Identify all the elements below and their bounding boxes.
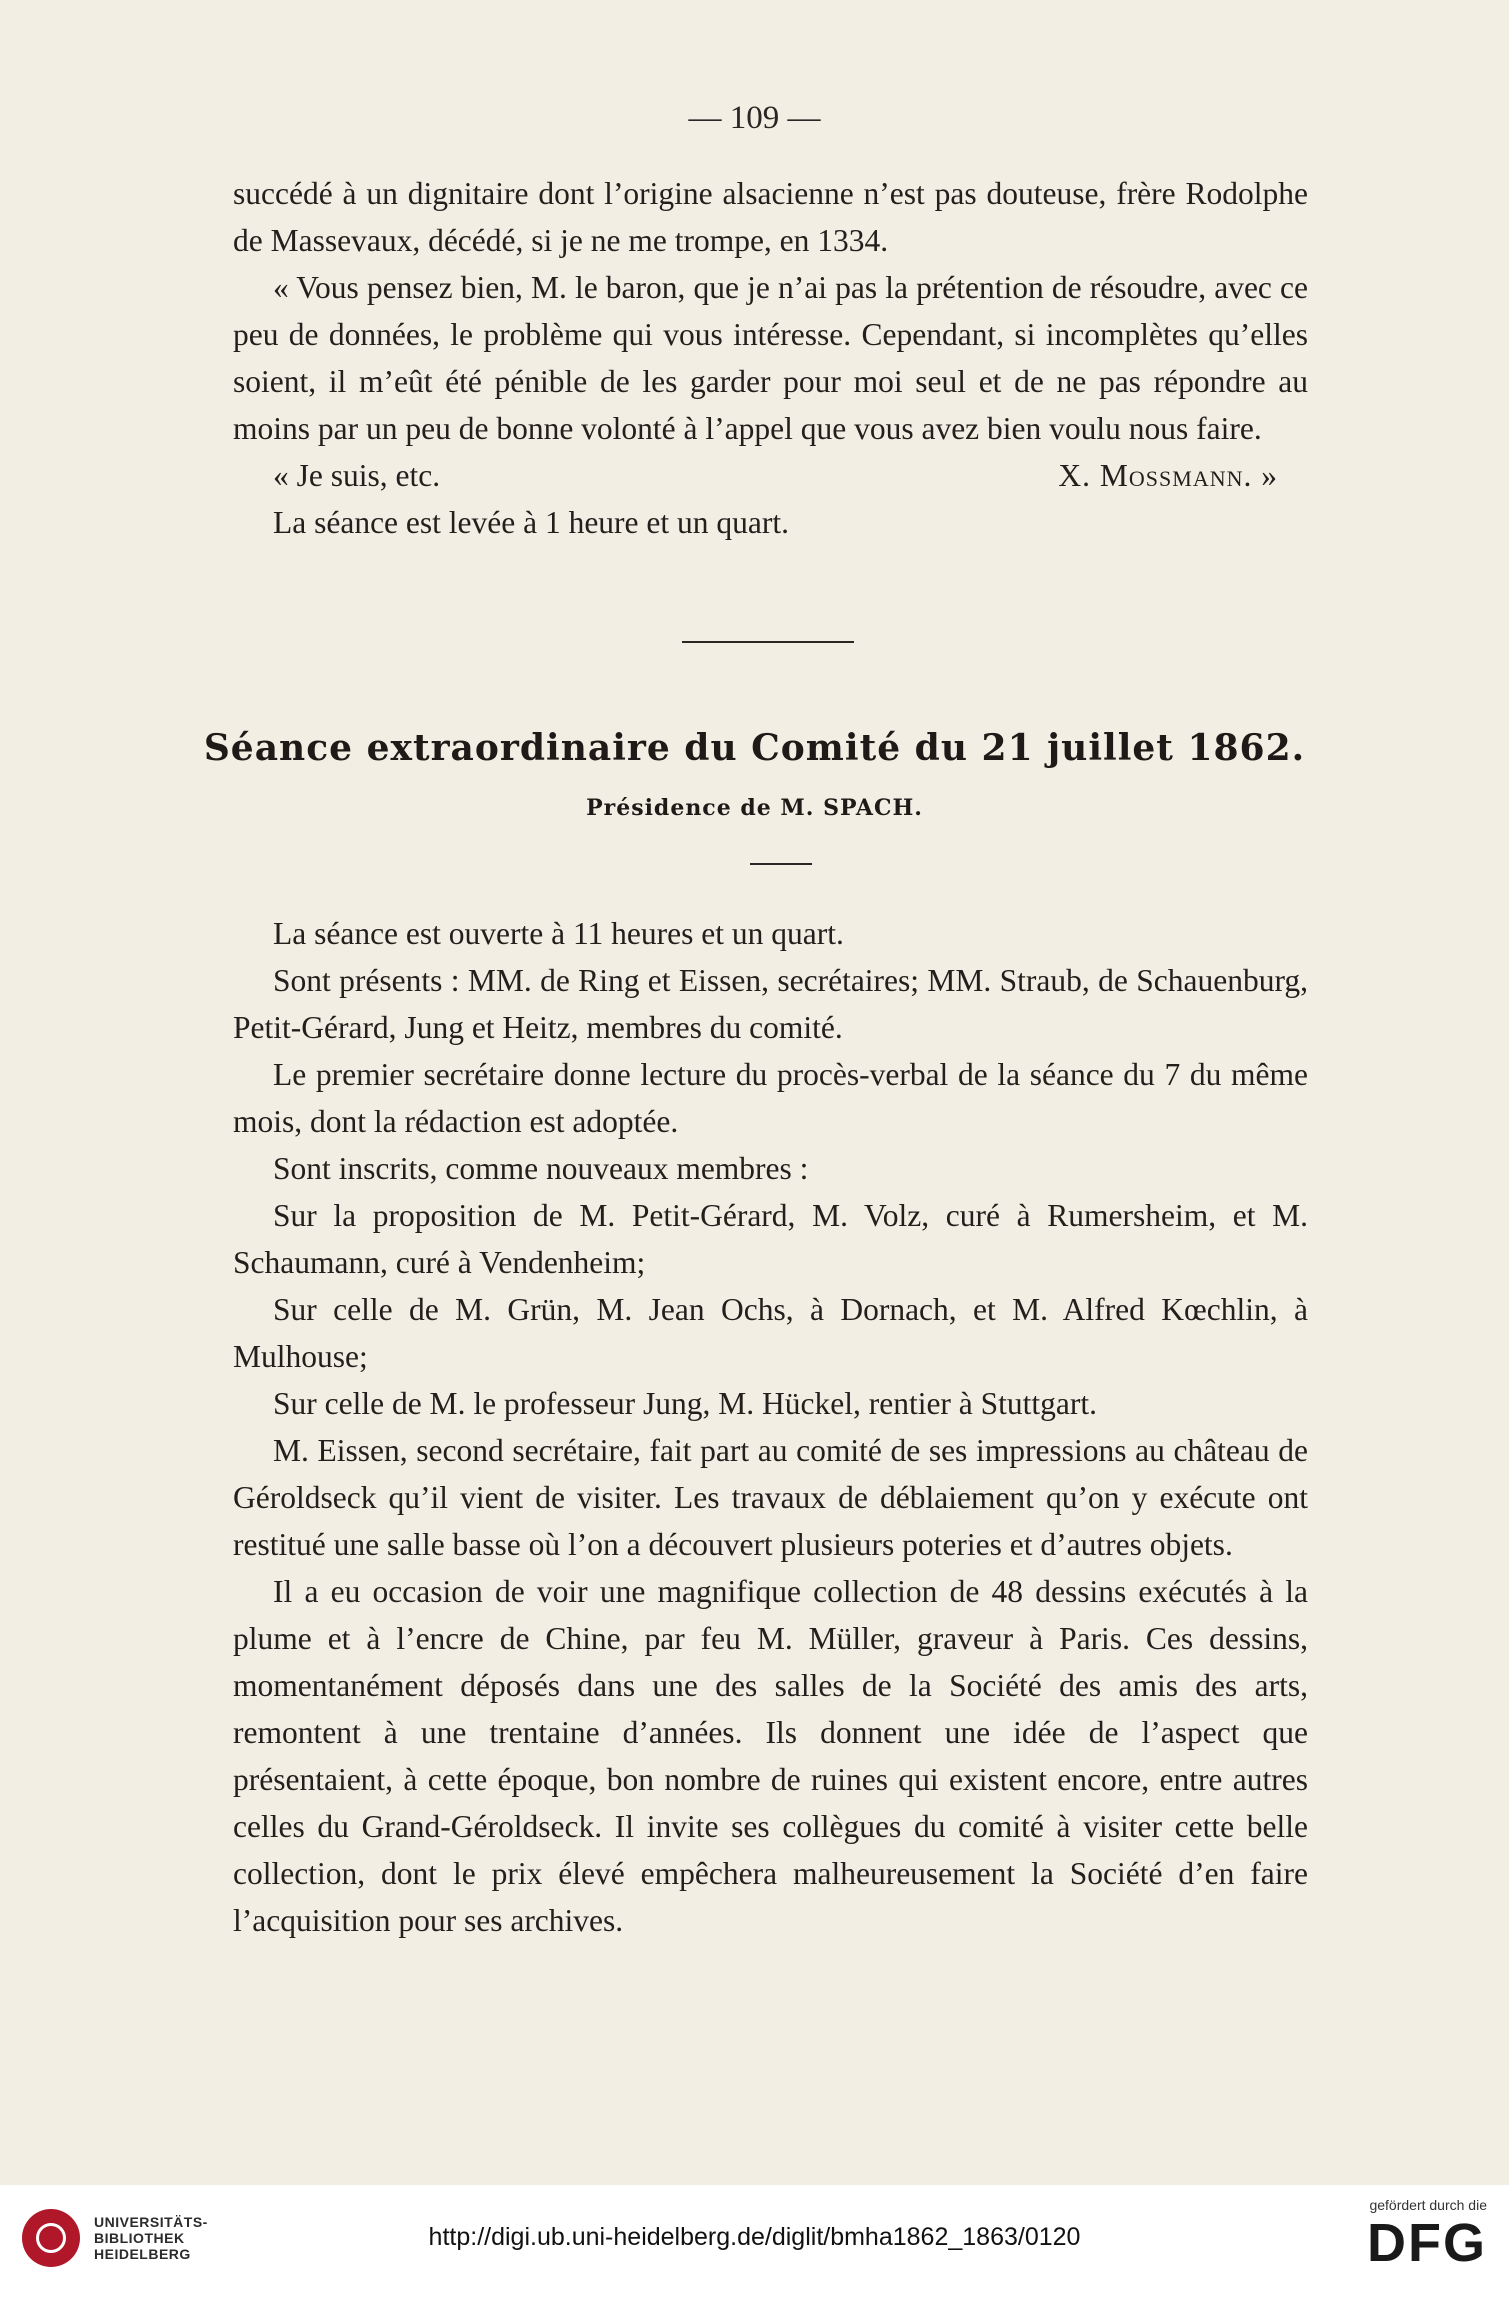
paragraph: Sur la proposition de M. Petit-Gérard, M. Volz, curé à Rumersheim, et M. Schaumann, curé à Vendenheim; xyxy=(233,1198,1308,1280)
paragraph: M. Eissen, second secrétaire, fait part au comité de ses impressions au château de Géroldseck qu’il vient de visiter. Les travaux de déblaiement qu’on y exécute ont restitué une salle basse où l’on a découvert plusieurs poteries et d’autres objets. xyxy=(233,1433,1308,1562)
signature: X. Mossmann. » xyxy=(1058,458,1278,493)
short-divider xyxy=(750,863,812,865)
funding-note: gefördert durch die xyxy=(1369,2197,1487,2213)
footer-bar xyxy=(0,2185,1509,2299)
adjourn-line: La séance est levée à 1 heure et un quart. xyxy=(273,505,789,540)
section-heading: Séance extraordinaire du Comité du 21 juillet 1862. xyxy=(203,727,1306,769)
library-name: UNIVERSITÄTS- BIBLIOTHEK HEIDELBERG xyxy=(94,2214,208,2262)
paragraph: Sont présents : MM. de Ring et Eissen, secrétaires; MM. Straub, de Schauenburg, Petit-Gérard, Jung et Heitz, membres du comité. xyxy=(233,963,1308,1045)
main-text-block xyxy=(233,910,1308,1944)
paragraph: « Vous pensez bien, M. le baron, que je n’ai pas la prétention de résoudre, avec ce peu de données, le problème qui vous intéresse. Cependant, si incomplètes qu’elles soient, il m’eût été pénible de les garder pour moi seul et de ne pas répondre au moins par un peu de bonne volonté à l’appel que vous avez bien voulu nous faire. xyxy=(233,270,1308,446)
permalink[interactable]: http://digi.ub.uni-heidelberg.de/diglit/bmha1862_1863/0120 xyxy=(428,2223,1081,2251)
paragraph: succédé à un dignitaire dont l’origine alsacienne n’est pas douteuse, frère Rodolphe de Massevaux, décédé, si je ne me trompe, en 1334. xyxy=(233,176,1308,258)
dfg-logo: DFG xyxy=(1367,2213,1487,2273)
closing-formula: « Je suis, etc. xyxy=(273,458,441,493)
funder-logo xyxy=(1367,2197,1487,2273)
paragraph: Il a eu occasion de voir une magnifique collection de 48 dessins exécutés à la plume et à l’encre de Chine, par feu M. Müller, graveur à Paris. Ces dessins, momentanément déposés dans une des salles de la Société des amis des arts, remontent à une trentaine d’années. Ils donnent une idée de l’aspect que présentaient, à cette époque, bon nombre de ruines qui existent encore, entre autres celles du Grand-Géroldseck. Il invite ses collègues du comité à visiter cette belle collection, dont le prix élevé empêchera malheureusement la Société d’en faire l’acquisition pour ses archives. xyxy=(233,1574,1308,1938)
section-divider xyxy=(682,641,854,643)
letter-closing xyxy=(233,452,1308,499)
section-subheading: Présidence de M. SPACH. xyxy=(586,795,923,821)
paragraph: Le premier secrétaire donne lecture du procès-verbal de la séance du 7 du même mois, dont la rédaction est adoptée. xyxy=(233,1057,1308,1139)
paragraph: Sur celle de M. Grün, M. Jean Ochs, à Dornach, et M. Alfred Kœchlin, à Mulhouse; xyxy=(233,1292,1308,1374)
top-text-block xyxy=(233,170,1308,546)
paragraph: La séance est ouverte à 11 heures et un quart. xyxy=(273,916,844,951)
paragraph: Sur celle de M. le professeur Jung, M. Hückel, rentier à Stuttgart. xyxy=(273,1386,1098,1421)
page-number: — 109 — xyxy=(688,100,821,136)
paragraph: Sont inscrits, comme nouveaux membres : xyxy=(273,1151,809,1186)
